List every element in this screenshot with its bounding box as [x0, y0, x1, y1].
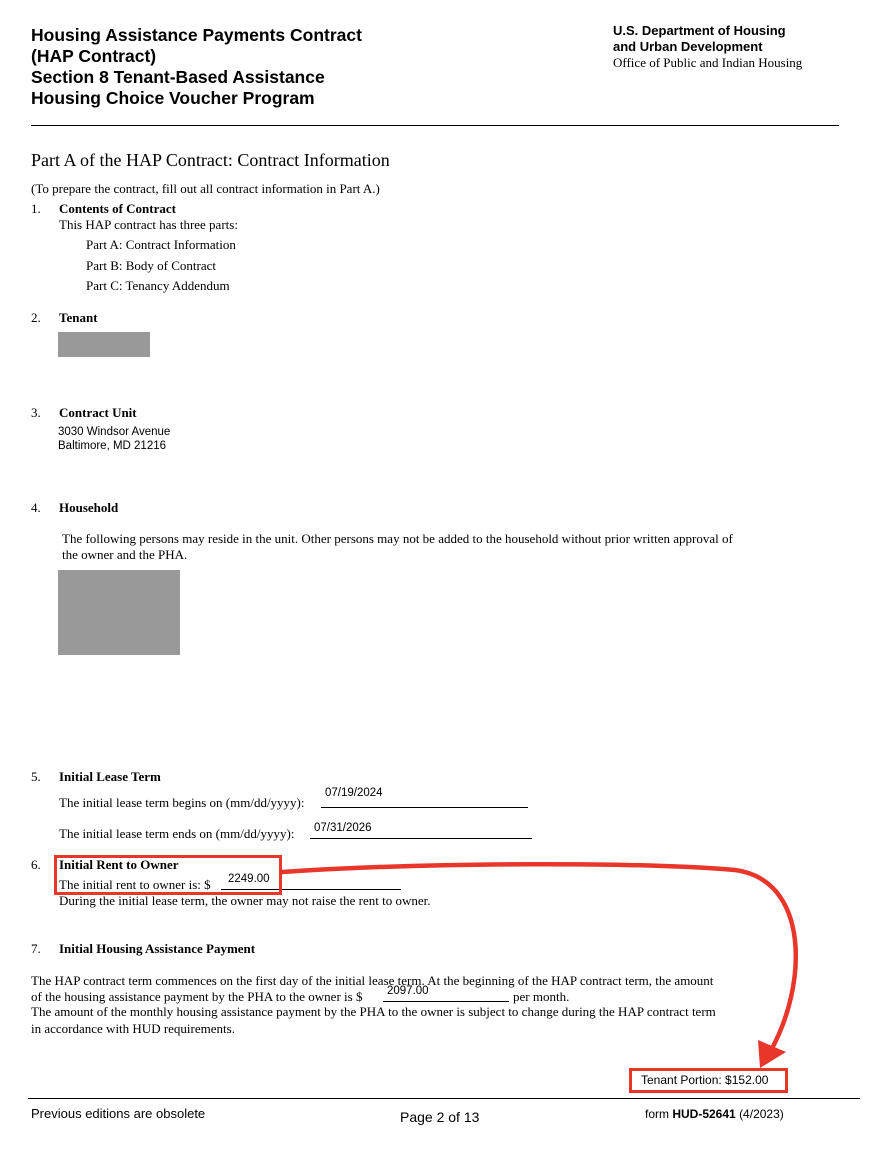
hap-text-line-4: in accordance with HUD requirements. [31, 1021, 235, 1036]
part-list-item: Part B: Body of Contract [86, 258, 216, 273]
form-number: HUD-52641 [672, 1107, 736, 1121]
section-6-number: 6. [31, 857, 41, 872]
household-text-line-1: The following persons may reside in the unit. Other persons may not be added to the household without prior written approval of [62, 531, 733, 546]
form-prefix: form [645, 1107, 669, 1121]
contract-title-line-3: Section 8 Tenant-Based Assistance [31, 67, 325, 87]
part-list-item: Part A: Contract Information [86, 237, 236, 252]
section-3-number: 3. [31, 405, 41, 420]
hap-text-line-1: The HAP contract term commences on the first day of the initial lease term. At the beginning of the HAP contract term, the amount [31, 973, 714, 988]
arrow-curve [282, 864, 796, 1052]
footer-obsolete-note: Previous editions are obsolete [31, 1106, 206, 1121]
section-1-number: 1. [31, 201, 41, 216]
hap-text-line-2-suffix: per month. [513, 989, 570, 1004]
section-2-number: 2. [31, 310, 41, 325]
section-4-heading: Household [59, 500, 119, 515]
section-5-heading: Initial Lease Term [59, 769, 161, 784]
address-line-1: 3030 Windsor Avenue [58, 426, 171, 438]
contract-title-line-4: Housing Choice Voucher Program [31, 88, 315, 108]
office-name: Office of Public and Indian Housing [613, 55, 803, 70]
lease-begins-value[interactable]: 07/19/2024 [325, 787, 383, 799]
section-2-heading: Tenant [59, 310, 98, 325]
section-1-intro: This HAP contract has three parts: [59, 217, 238, 232]
contract-title-line-2: (HAP Contract) [31, 46, 157, 66]
initial-rent-label: The initial rent to owner is: $ [59, 877, 211, 892]
lease-ends-label: The initial lease term ends on (mm/dd/yyyy): [59, 826, 295, 841]
section-1-heading: Contents of Contract [59, 201, 176, 216]
address-line-2: Baltimore, MD 21216 [58, 440, 167, 452]
lease-begins-label: The initial lease term begins on (mm/dd/yyyy): [59, 795, 305, 810]
part-list-item: Part C: Tenancy Addendum [86, 278, 230, 293]
section-5-number: 5. [31, 769, 41, 784]
contract-title-line-1: Housing Assistance Payments Contract [31, 25, 362, 45]
section-7-heading: Initial Housing Assistance Payment [59, 941, 256, 956]
hap-amount-value[interactable]: 2097.00 [387, 985, 429, 997]
section-6-heading: Initial Rent to Owner [59, 857, 179, 872]
tenant-portion-text: Tenant Portion: $152.00 [641, 1073, 769, 1087]
hap-text-line-2-prefix: of the housing assistance payment by the PHA to the owner is $ [31, 989, 363, 1004]
department-line-1: U.S. Department of Housing [613, 23, 786, 38]
page-number: Page 2 of 13 [400, 1109, 480, 1125]
rent-note: During the initial lease term, the owner may not raise the rent to owner. [59, 893, 431, 908]
household-text-line-2: the owner and the PHA. [62, 547, 188, 562]
section-3-heading: Contract Unit [59, 405, 137, 420]
section-4-number: 4. [31, 500, 41, 515]
part-a-title: Part A of the HAP Contract: Contract Information [31, 150, 390, 170]
part-a-instruction: (To prepare the contract, fill out all contract information in Part A.) [31, 181, 380, 196]
form-id [645, 1107, 784, 1121]
initial-rent-value[interactable]: 2249.00 [228, 873, 270, 885]
form-date: (4/2023) [739, 1107, 784, 1121]
section-7-number: 7. [31, 941, 41, 956]
hap-text-line-3: The amount of the monthly housing assistance payment by the PHA to the owner is subject to change during the HAP contract term [31, 1004, 716, 1019]
lease-ends-value[interactable]: 07/31/2026 [314, 822, 372, 834]
footer-divider [28, 1098, 860, 1099]
department-line-2: and Urban Development [613, 39, 763, 54]
